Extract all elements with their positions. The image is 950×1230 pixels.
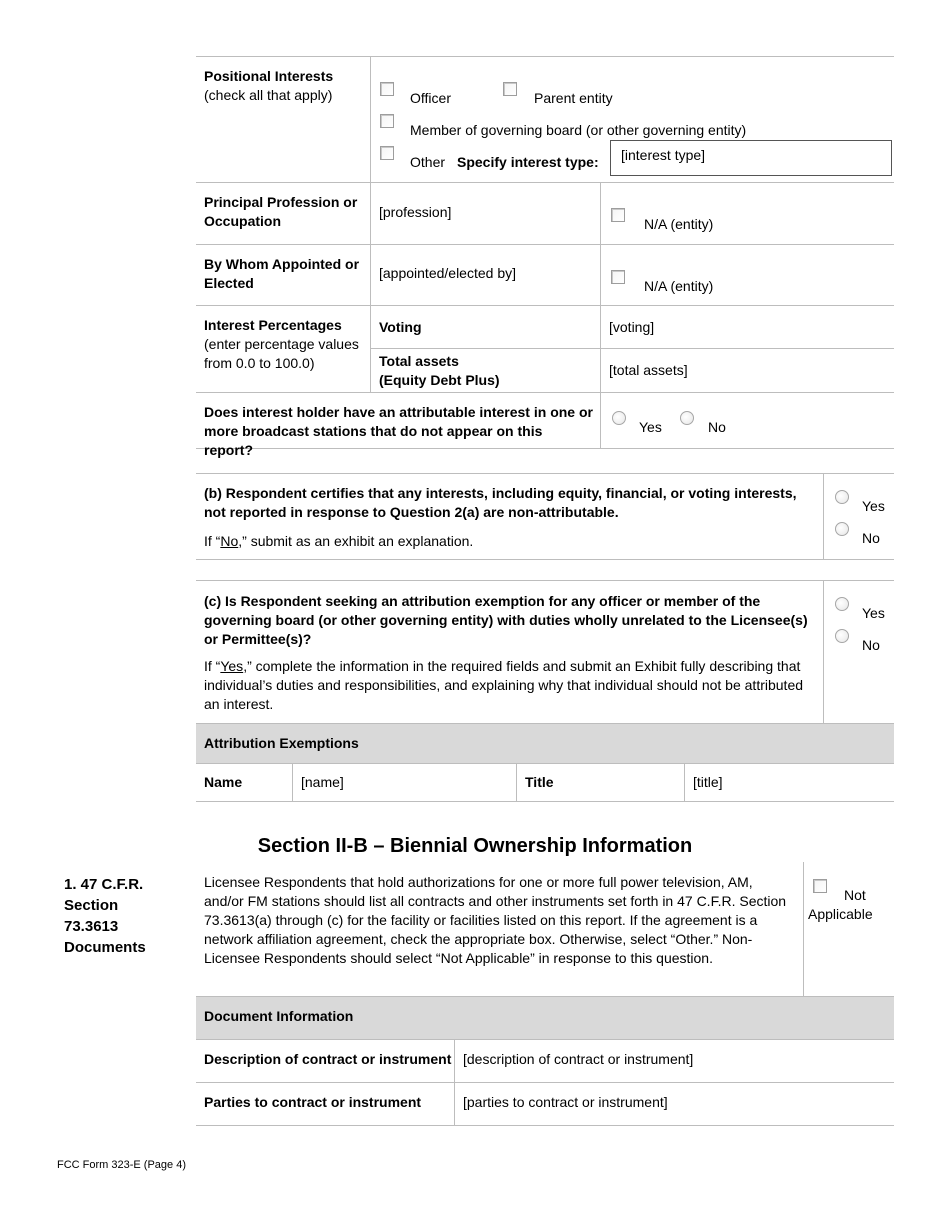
appointed-label: By Whom Appointed or Elected bbox=[204, 256, 360, 291]
officer-label: Officer bbox=[410, 90, 451, 106]
question-c-yes-radio[interactable] bbox=[835, 597, 849, 611]
positional-interests-label: Positional Interests bbox=[204, 68, 334, 84]
description-label: Description of contract or instrument bbox=[204, 1051, 452, 1067]
parties-input[interactable]: [parties to contract or instrument] bbox=[463, 1094, 668, 1110]
other-label: Other bbox=[410, 154, 446, 170]
profession-na-label: N/A (entity) bbox=[644, 216, 714, 232]
question-c-no-radio[interactable] bbox=[835, 629, 849, 643]
voting-label: Voting bbox=[379, 319, 422, 335]
page-footer: FCC Form 323-E (Page 4) bbox=[57, 1159, 186, 1171]
question-1-text: Licensee Respondents that hold authorizations for one or more full power television, AM, and/or FM stations should list all contracts and other instruments set forth in 47 C.F.R. Section 73.3613(a) through (c) for the facility or facilities listed on this report. If the agreement is a network affiliation agreement, check the appropriate box. Otherwise, select “Other.” Non-Licensee Respondents should select “Not Applicable” in response to this question. bbox=[204, 874, 787, 966]
attributable-no-radio[interactable] bbox=[680, 411, 694, 425]
appointed-input[interactable]: [appointed/elected by] bbox=[379, 265, 516, 281]
question-1-label: 1. 47 C.F.R. Section 73.3613 Documents bbox=[64, 876, 146, 956]
interest-percentages-note: (enter percentage values from 0.0 to 100.0) bbox=[204, 336, 359, 371]
attributable-no-label: No bbox=[708, 419, 726, 435]
question-c-text: (c) Is Respondent seeking an attribution exemption for any officer or member of the governing board (or other governing entity) with duties wholly unrelated to the Licensee(s) or Permittee(s)? bbox=[204, 593, 808, 647]
exemption-title-label: Title bbox=[525, 774, 554, 790]
question-b-text: (b) Respondent certifies that any interests, including equity, financial, or voting interests, not reported in response to Question 2(a) are non-attributable. bbox=[204, 485, 797, 520]
attributable-yes-label: Yes bbox=[639, 419, 662, 435]
interest-percentages-label: Interest Percentages bbox=[204, 317, 342, 333]
parent-entity-checkbox[interactable] bbox=[503, 82, 517, 96]
exemption-title-input[interactable]: [title] bbox=[693, 774, 723, 790]
specify-interest-label: Specify interest type: bbox=[457, 154, 599, 170]
exemption-name-label: Name bbox=[204, 774, 243, 790]
question-b-note: If “No,” submit as an exhibit an explanation. bbox=[204, 533, 474, 549]
total-assets-input[interactable]: [total assets] bbox=[609, 362, 688, 378]
profession-na-checkbox[interactable] bbox=[611, 208, 625, 222]
description-input[interactable]: [description of contract or instrument] bbox=[463, 1051, 694, 1067]
exemption-name-input[interactable]: [name] bbox=[301, 774, 344, 790]
attribution-exemptions-title: Attribution Exemptions bbox=[204, 735, 359, 751]
attributable-yes-radio[interactable] bbox=[612, 411, 626, 425]
profession-label: Principal Profession or Occupation bbox=[204, 194, 358, 229]
parent-entity-label: Parent entity bbox=[534, 90, 613, 106]
officer-checkbox[interactable] bbox=[380, 82, 394, 96]
total-assets-sublabel: (Equity Debt Plus) bbox=[379, 372, 500, 388]
document-information-title: Document Information bbox=[204, 1008, 354, 1024]
appointed-na-checkbox[interactable] bbox=[611, 270, 625, 284]
question-c-note: If “Yes,” complete the information in the required fields and submit an Exhibit fully describing that individual’s duties and responsibilities, and explaining why that individual should not be attributed an interest. bbox=[204, 658, 804, 712]
profession-input[interactable]: [profession] bbox=[379, 204, 452, 220]
question-b-yes-radio[interactable] bbox=[835, 490, 849, 504]
question-c-no-label: No bbox=[862, 637, 880, 653]
attributable-question: Does interest holder have an attributable interest in one or more broadcast stations that do not appear on this report? bbox=[204, 404, 593, 458]
appointed-na-label: N/A (entity) bbox=[644, 278, 714, 294]
question-b-yes-label: Yes bbox=[862, 498, 885, 514]
member-board-label: Member of governing board (or other governing entity) bbox=[410, 122, 747, 138]
question-b-no-label: No bbox=[862, 530, 880, 546]
question-b-no-radio[interactable] bbox=[835, 522, 849, 536]
other-checkbox[interactable] bbox=[380, 146, 394, 160]
question-c-yes-label: Yes bbox=[862, 605, 885, 621]
total-assets-label: Total assets bbox=[379, 353, 459, 369]
section-title: Section II-B – Biennial Ownership Information bbox=[257, 835, 693, 857]
interest-type-input[interactable]: [interest type] bbox=[610, 140, 892, 176]
member-board-checkbox[interactable] bbox=[380, 114, 394, 128]
voting-input[interactable]: [voting] bbox=[609, 319, 655, 335]
positional-interests-note: (check all that apply) bbox=[204, 87, 333, 103]
parties-label: Parties to contract or instrument bbox=[204, 1094, 422, 1110]
not-applicable-label: Not Applicable bbox=[808, 887, 873, 922]
